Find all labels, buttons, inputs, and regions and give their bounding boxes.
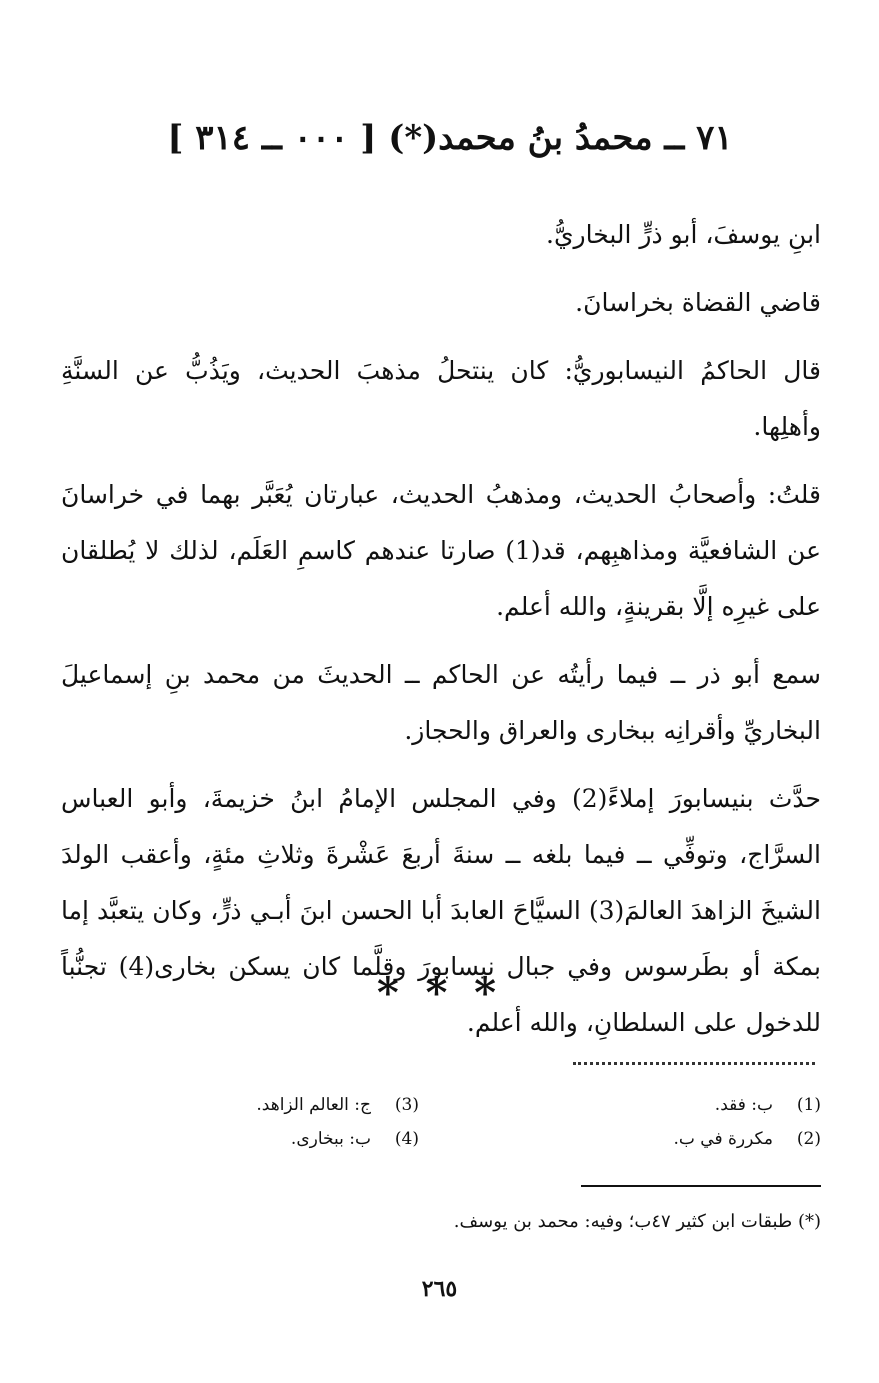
paragraph-office: قاضي القضاة بخراسانَ. xyxy=(575,288,821,317)
section-separator: * * * xyxy=(376,968,503,1017)
footnote-item xyxy=(491,1088,821,1122)
footnote-number: (2) xyxy=(796,1129,821,1149)
paragraph-narration: حدَّث بنيسابورَ إملاءً(2) وفي المجلس الإمامُ ابنُ خزيمةَ، وأبو العباس السرَّاج، وتوفِّي ــ فيما بلغه ــ سنةَ أربعَ عَشْرةَ وثلاثِ مئةٍ، وأعقب الولدَ الشيخَ الزاهدَ العالمَ(3) السيَّاحَ العابدَ أبا الحسن ابنَ أبـي ذرٍّ، وكان يتعبَّد إما بمكة أو بطَرسوس وفي جبال نيسابورَ وقلَّما كان يسكن بخارى(4) تجنُّباً للدخول على السلطانِ، والله أعلم. xyxy=(61,784,821,1037)
source-note: (*) طبقات ابن كثير ٤٧ب؛ وفيه: محمد بن يوسف. xyxy=(453,1211,821,1232)
source-divider-line xyxy=(581,1185,821,1187)
paragraph-hearing: سمع أبو ذر ــ فيما رأيتُه عن الحاكم ــ الحديثَ من محمد بنِ إسماعيلَ البخاريِّ وأقرانِه ببخارى والعراق والحجاز. xyxy=(61,660,821,745)
footnote-text: ج: العالم الزاهد. xyxy=(256,1095,371,1115)
paragraph-author-note: قلتُ: وأصحابُ الحديث، ومذهبُ الحديث، عبارتان يُعَبَّر بهما في خراسانَ عن الشافعيَّة ومذاهبِهم، قد(1) صارتا عندهم كاسمِ العَلَم، لذلك لا يُطلقان على غيرِه إلَّا بقرينةٍ، والله أعلم. xyxy=(61,480,822,621)
footnote-number: (4) xyxy=(394,1129,419,1149)
page-number: ٢٦٥ xyxy=(421,1276,458,1302)
footnotes-left-column xyxy=(199,1088,419,1156)
footnote-text: مكررة في ب. xyxy=(673,1129,773,1149)
footnote-number: (1) xyxy=(796,1095,821,1115)
footnote-dotted-line xyxy=(573,1062,815,1065)
footnote-item xyxy=(199,1088,419,1122)
footnote-number: (3) xyxy=(394,1095,419,1115)
footnotes-right-column xyxy=(491,1088,821,1156)
footnote-item xyxy=(199,1122,419,1156)
biography-text xyxy=(61,207,821,1063)
paragraph-name: ابنِ يوسفَ، أبو ذرٍّ البخاريُّ. xyxy=(546,220,821,249)
footnote-item xyxy=(491,1122,821,1156)
paragraph-hakim-quote: قال الحاكمُ النيسابوريُّ: كان ينتحلُ مذهبَ الحديث، ويَذُبُّ عن السنَّةِ وأهلِها. xyxy=(61,356,821,441)
footnote-text: ب: فقد. xyxy=(714,1095,773,1115)
entry-title: ٧١ ــ محمدُ بنُ محمد(*) [ ٠٠٠ ــ ٣١٤ ] xyxy=(167,118,733,158)
footnote-text: ب: ببخارى. xyxy=(290,1129,371,1149)
